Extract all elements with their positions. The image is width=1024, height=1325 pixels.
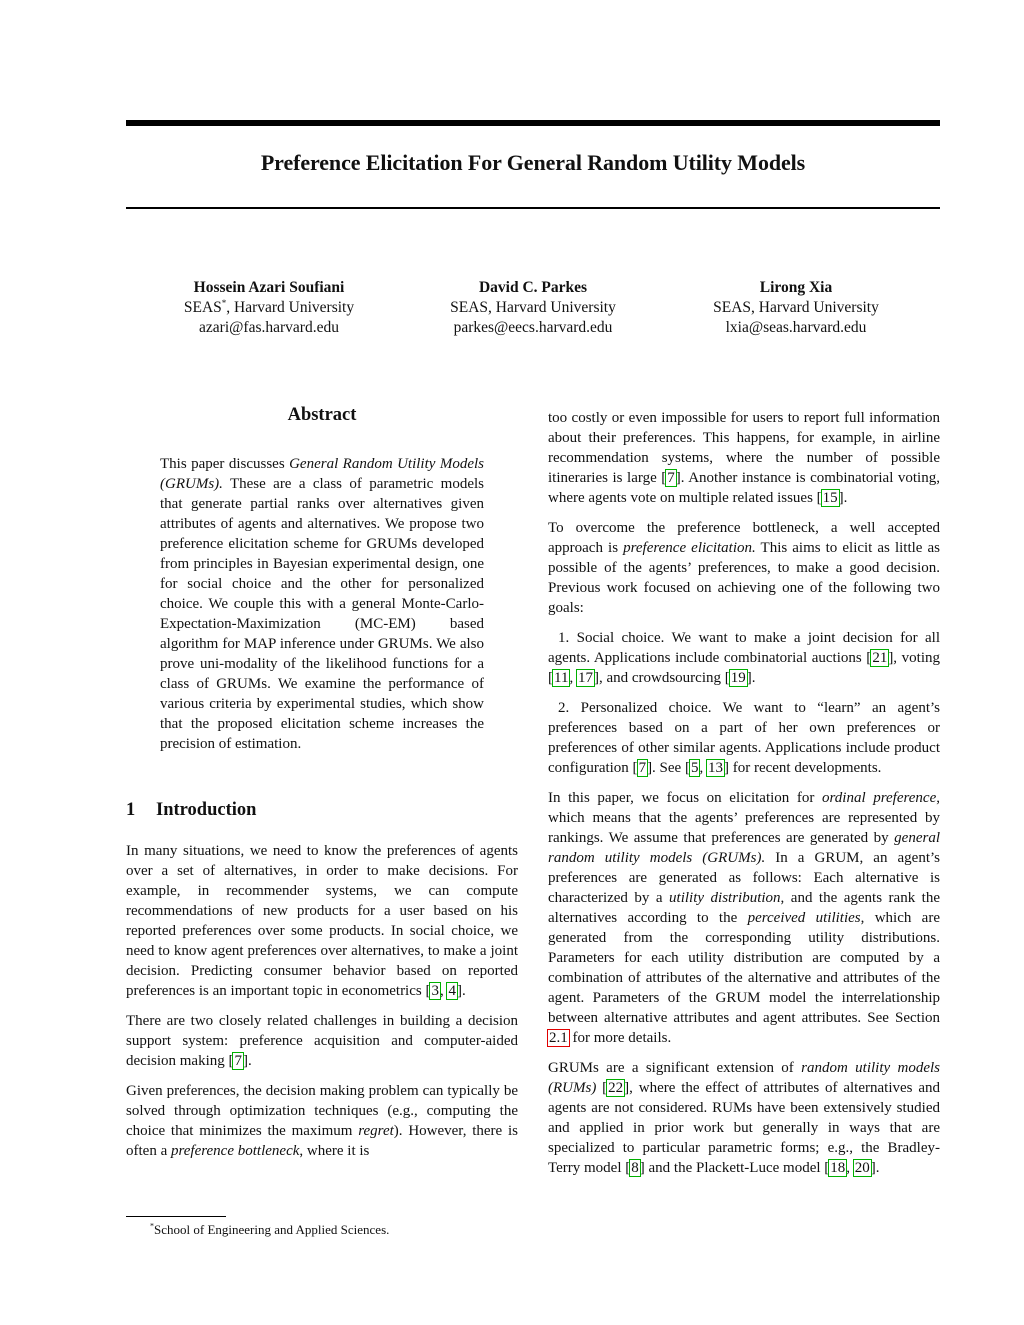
footnote-text: School of Engineering and Applied Sciences. xyxy=(154,1222,390,1237)
section-heading-introduction xyxy=(126,800,518,821)
citation-link[interactable]: 7 xyxy=(667,470,675,486)
paragraph: There are two closely related challenges in building a decision support system: preference acquisition and computer-aided decision making [7]. xyxy=(126,1013,518,1069)
paragraph: In this paper, we focus on elicitation for ordinal preference, which means that the agents’ preferences are represented by rankings. We assume that preferences are generated by general random utility models (GRUMs). In a GRUM, an agent’s preferences are generated as follows: Each alternative is characterized by a utility distribution, and the agents rank the alternatives according to the perceived utilities, which are generated from the corresponding utility distributions. Parameters for each utility distribution are computed by a combination of attributes of the alternative and attributes of the agent. Parameters of the GRUM model the interrelationship between alternative attributes and agent attributes. See Section 2.1 for more details. xyxy=(548,790,940,1046)
section-number: 1 xyxy=(126,800,136,820)
paper-title: Preference Elicitation For General Random Utility Models xyxy=(260,150,806,175)
section-reference-link[interactable]: 2.1 xyxy=(549,1030,568,1046)
citation-link[interactable]: 7 xyxy=(638,760,647,776)
paragraph: In many situations, we need to know the preferences of agents over a set of alternatives, in order to make decisions. For example, in recommender systems, we can compute recommendations of new products for a user based on his reported preferences over some products. In social choice, we need to know agent preferences over alternatives, to make a joint decision. Predicting consumer behavior based on reported preferences is an important topic in econometrics [3, 4]. xyxy=(126,843,518,999)
paragraph: To overcome the preference bottleneck, a well accepted approach is preference elicitation. This aims to elicit as little as possible of the agents’ preferences, to make a good decision. Previous work focused on achieving one of the following two goals: xyxy=(548,520,940,616)
citation-link[interactable]: 3 xyxy=(431,983,439,999)
author-name: Lirong Xia xyxy=(759,279,833,296)
paragraph: GRUMs are a significant extension of random utility models (RUMs) [22], where the effect of attributes of alternatives and agents are not considered. RUMs have been extensively studied and applied in prior work but generally in ways that are specialized to particular parametric forms; e.g., the Bradley-Terry model [8] and the Plackett-Luce model [18, 20]. xyxy=(548,1060,940,1176)
citation-link[interactable]: 11 xyxy=(554,670,569,686)
right-column xyxy=(548,408,940,1188)
title-rule-top xyxy=(126,120,940,126)
citation-link[interactable]: 19 xyxy=(730,670,746,686)
left-column xyxy=(126,405,518,1171)
section-title: Introduction xyxy=(156,800,257,820)
affiliation-footnote-mark[interactable]: * xyxy=(221,297,227,308)
author-affiliation: SEAS, Harvard University xyxy=(450,299,616,316)
footnote-mark: * xyxy=(150,1221,154,1231)
citation-link[interactable]: 4 xyxy=(448,983,456,999)
abstract-heading: Abstract xyxy=(287,405,357,425)
list-item-personalized-choice: 2. Personalized choice. We want to “learn” an agent’s preferences based on a part of her own preferences or preferences of other similar agents. Applications include product configuration [7]. See [5, 13] for recent developments. xyxy=(548,700,940,776)
citation-link[interactable]: 13 xyxy=(707,760,723,776)
author-name: David C. Parkes xyxy=(478,279,588,296)
title-rule-bottom xyxy=(126,207,940,209)
author-email: parkes@eecs.harvard.edu xyxy=(453,319,613,336)
citation-link[interactable]: 5 xyxy=(690,760,699,776)
citation-link[interactable]: 18 xyxy=(830,1160,846,1176)
author-2 xyxy=(403,278,663,338)
citation-link[interactable]: 22 xyxy=(608,1080,624,1096)
author-3 xyxy=(666,278,926,338)
paragraph: Given preferences, the decision making problem can typically be solved through optimization techniques (e.g., computing the choice that minimizes the maximum regret). However, there is often a preference bottleneck, where it is xyxy=(126,1083,519,1159)
author-affiliation: SEAS, Harvard University xyxy=(713,299,879,316)
list-item-social-choice: 1. Social choice. We want to make a joint decision for all agents. Applications include combinatorial auctions [21], voting [11, 17], and crowdsourcing [19]. xyxy=(548,630,940,686)
abstract-text: This paper discusses General Random Utility Models (GRUMs). These are a class of parametric models that generate partial ranks over alternatives given attributes of agents and alternatives. We propose two preference elicitation scheme for GRUMs developed from principles in Bayesian experimental design, one for social choice and the other for personalized choice. We couple this with a general Monte-Carlo-Expectation-Maximization (MC-EM) based algorithm for MAP inference under GRUMs. We also prove uni-modality of the likelihood functions for a class of GRUMs. We examine the performance of various criteria by experimental studies, which show that the proposed elicitation scheme increases the precision of estimation. xyxy=(160,456,485,752)
author-email: lxia@seas.harvard.edu xyxy=(725,319,867,336)
author-email: azari@fas.harvard.edu xyxy=(199,319,339,336)
citation-link[interactable]: 20 xyxy=(854,1160,870,1176)
footnote-rule xyxy=(126,1216,226,1217)
author-block xyxy=(126,278,940,348)
footnote xyxy=(150,1222,389,1238)
citation-link[interactable]: 8 xyxy=(631,1160,639,1176)
citation-link[interactable]: 15 xyxy=(822,490,838,506)
paragraph: too costly or even impossible for users to report full information about their preferences. This happens, for example, in airline recommendation systems, where the number of possible itineraries is large [7]. Another instance is combinatorial voting, where agents vote on multiple related issues [15]. xyxy=(548,410,940,506)
citation-link[interactable]: 17 xyxy=(577,670,593,686)
citation-link[interactable]: 21 xyxy=(872,650,888,666)
author-affiliation: SEAS*, Harvard University xyxy=(183,297,355,316)
citation-link[interactable]: 7 xyxy=(234,1053,242,1069)
author-name: Hossein Azari Soufiani xyxy=(193,279,345,296)
author-1 xyxy=(139,278,399,338)
